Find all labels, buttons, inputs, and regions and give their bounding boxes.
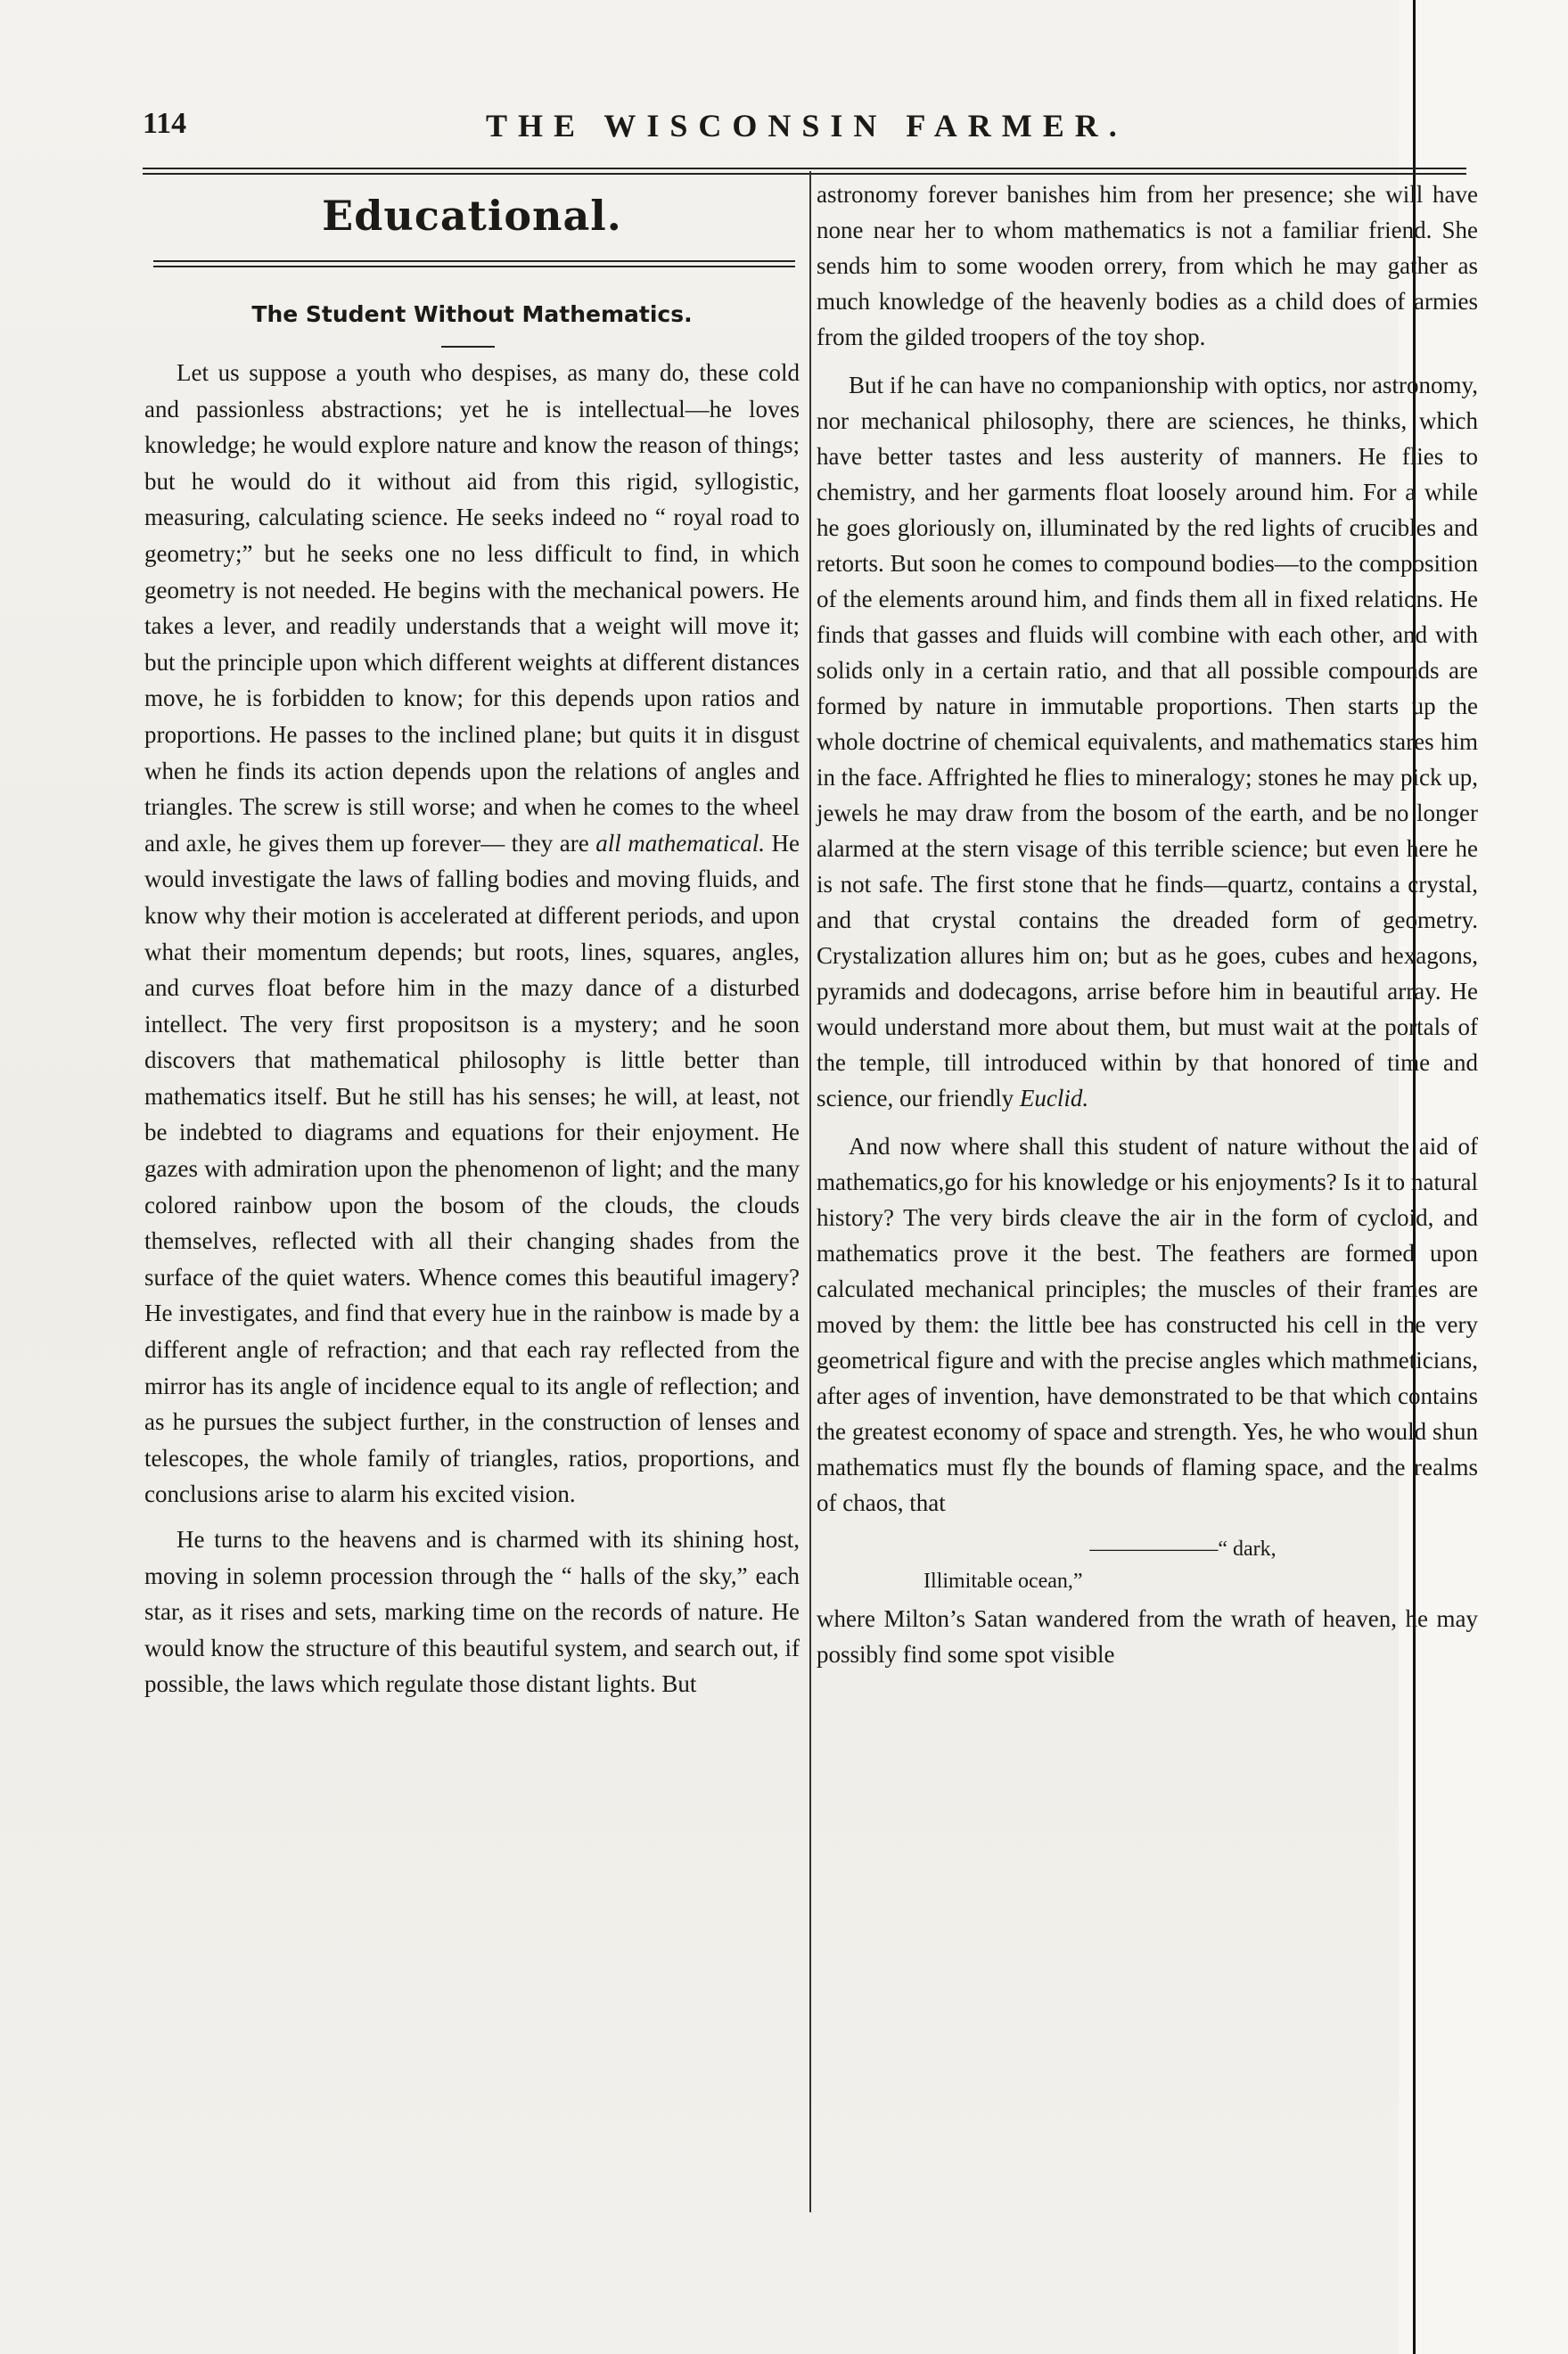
running-head: [143, 107, 1426, 152]
paragraph: where Milton’s Satan wandered from the wrath of heaven, he may possibly find some spot visible: [817, 1605, 1478, 1668]
column-divider: [809, 171, 811, 2212]
quote-line: Illimitable ocean,”: [924, 1570, 1083, 1593]
page-number: 114: [143, 107, 187, 140]
left-column: [144, 355, 800, 1702]
paragraph: And now where shall this student of nature without the aid of mathematics,go for his knowledge or his enjoyments? Is it to natural history? The very birds cleave the air in the form of cycloid, and mathematics prove it the best. The feathers are formed upon calculated mechanical principles; the muscles of their frames are moved by them: the little bee has constructed his cell in the very geometrical figure and with the precise angles which mathmeticians, after ages of invention, have demonstrated to be that which contains the greatest economy of space and strength. Yes, he who would shun mathematics must fly the bounds of flaming space, and the realms of chaos, that: [817, 1133, 1478, 1516]
right-column: [817, 176, 1478, 1672]
title-rule: [441, 346, 495, 348]
paragraph: But if he can have no companionship with optics, nor astronomy, nor mechanical philosophy, there are sciences, he thinks, which have better tastes and less austerity of manners. He flies to chemistry, and her garments float loosely around him. For a while he goes gloriously on, illuminated by the red lights of crucibles and retorts. But soon he comes to compound bodies—to the composition of the elements around him, and finds them all in fixed relations. He finds that gasses and fluids will combine with each other, and with solids only in a certain ratio, and that all possible compounds are formed by nature in immutable proportions. Then starts up the whole doctrine of chemical equivalents, and mathematics stares him in the face. Affrighted he flies to mineralogy; stones he may pick up, jewels he may draw from the bosom of the earth, and be no longer alarmed at the stern visage of this terrible science; but even here he is not safe. The first stone that he finds—quartz, contains a crystal, and that crystal contains the dreaded form of geometry. Crystalization allures him on; but as he goes, cubes and hexagons, pyramids and dodecagons, arrise before him in beautiful array. He would understand more about them, but must wait at the portals of the temple, till introduced within by that honored of time and science, our friendly Euclid.: [817, 372, 1478, 1111]
quote-line: ——————“ dark,: [1089, 1538, 1277, 1561]
paragraph: He turns to the heavens and is charmed with its shining host, moving in solemn procession through the “ halls of the sky,” each star, as it rises and sets, marking time on the records of nature. He would know the structure of this beautiful system, and search out, if possible, the laws which regulate those distant lights. But: [144, 1526, 800, 1698]
paragraph: astronomy forever banishes him from her presence; she will have none near her to whom mathematics is not a familiar friend. She sends him to some wooden orrery, from which he may gather as much knowledge of the heavenly bodies as a child does of armies from the gilded troopers of the toy shop.: [817, 181, 1478, 350]
header-rule: [143, 168, 1466, 175]
paragraph: Let us suppose a youth who despises, as many do, these cold and passionless abstractions; yet he is intellectual—he loves knowledge; he would explore nature and know the reason of things; but he would do it without aid from this rigid, syllogistic, measuring, calculating science. He seeks indeed no “ royal road to geometry;” but he seeks one no less difficult to find, in which geometry is not needed. He begins with the mechanical powers. He takes a lever, and readily understands that a weight will move it; but the principle upon which different weights at different distances move, he is forbidden to know; for this depends upon ratios and proportions. He passes to the inclined plane; but quits it in disgust when he finds its action depends upon the relations of angles and triangles. The screw is still worse; and when he comes to the wheel and axle, he gives them up forever— they are all mathematical. He would investigate the laws of falling bodies and moving fluids, and know why their motion is accelerated at different periods, and upon what their momentum depends; but roots, lines, squares, angles, and curves float before him in the mazy dance of a disturbed intellect. The very first propositson is a mystery; and he soon discovers that mathematical philosophy is little better than mathematics itself. But he still has his senses; he will, at least, not be indebted to diagrams and equations for their enjoyment. He gazes with admiration upon the phenomenon of light; and the many colored rainbow upon the bosom of the clouds, the clouds themselves, reflected with all their changing shades from the surface of the quiet waters. Whence comes this beautiful imagery? He investigates, and find that every hue in the rainbow is made by a different angle of refraction; and that each ray reflected from the mirror has its angle of incidence equal to its angle of reflection; and as he pursues the subject further, in the construction of lenses and telescopes, the whole family of triangles, ratios, proportions, and conclusions arise to alarm his excited vision.: [144, 359, 800, 1508]
block-quote: [817, 1533, 1478, 1597]
section-heading: Educational.: [322, 192, 622, 240]
section-rule: [153, 260, 795, 267]
journal-title: THE WISCONSIN FARMER.: [486, 108, 1128, 144]
article-title: The Student Without Mathematics.: [251, 301, 693, 327]
